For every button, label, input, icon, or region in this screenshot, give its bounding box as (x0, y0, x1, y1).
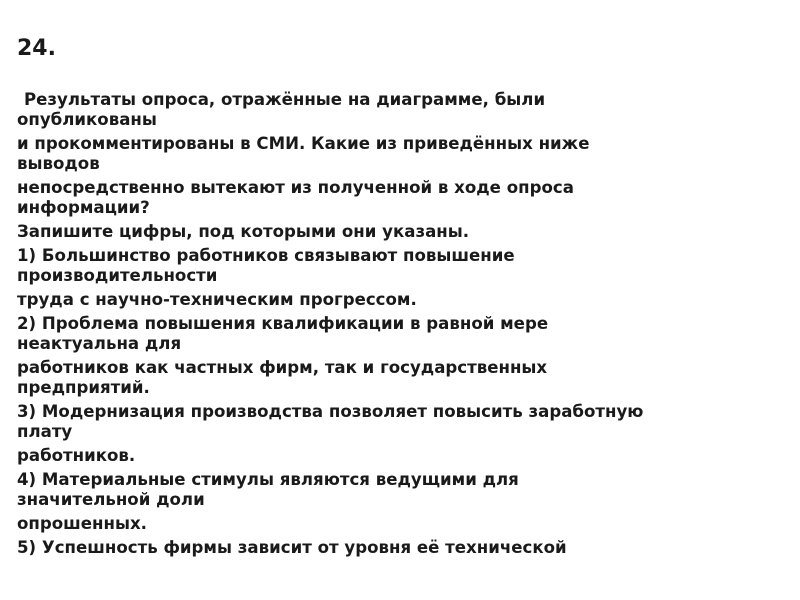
option-4-continued: значительной доли (17, 490, 205, 509)
task-text (17, 90, 777, 558)
task-instruction: Запишите цифры, под которыми они указаны. (17, 222, 470, 241)
task-text-line: информации? (17, 198, 150, 217)
option-3-continued: плату (17, 422, 73, 441)
option-1-continued: производительности (17, 266, 218, 285)
option-2-continued: предприятий. (17, 378, 150, 397)
option-2-continued: неактуальна для (17, 334, 182, 353)
option-1: 1) Большинство работников связывают повышение (17, 246, 515, 265)
option-3-continued: работников. (17, 446, 136, 465)
option-2: 2) Проблема повышения квалификации в равной мере (17, 314, 549, 333)
task-text-line: выводов (17, 154, 100, 173)
option-1-continued: труда с научно-техническим прогрессом. (17, 290, 417, 309)
task-text-line: и прокомментированы в СМИ. Какие из приведённых ниже (17, 134, 590, 153)
task-text-line: Результаты опроса, отражённые на диаграмме, были (24, 90, 546, 109)
option-3: 3) Модернизация производства позволяет повысить заработную (17, 402, 644, 421)
option-5: 5) Успешность фирмы зависит от уровня её технической (17, 538, 567, 557)
task-text-line: опубликованы (17, 110, 157, 129)
option-4: 4) Материальные стимулы являются ведущими для (17, 470, 519, 489)
task-number: 24. (17, 36, 56, 61)
task-text-line: непосредственно вытекают из полученной в ходе опроса (17, 178, 574, 197)
option-2-continued: работников как частных фирм, так и государственных (17, 358, 548, 377)
option-4-continued: опрошенных. (17, 514, 147, 533)
